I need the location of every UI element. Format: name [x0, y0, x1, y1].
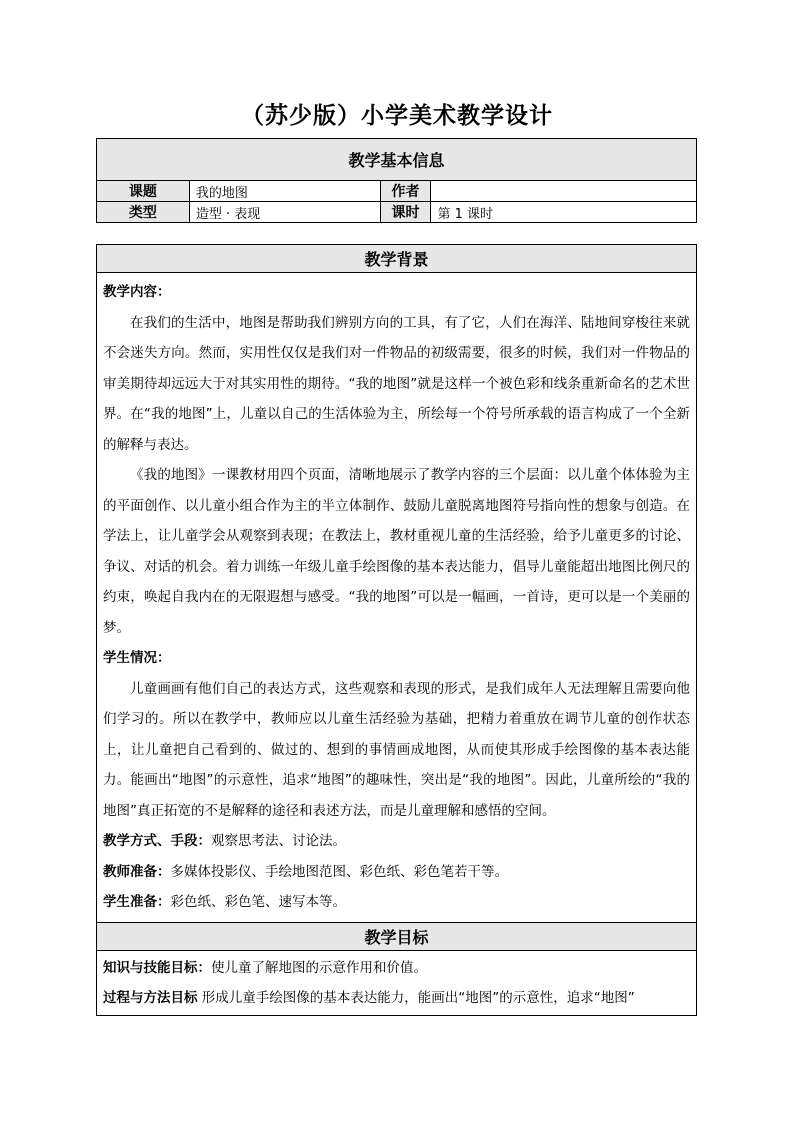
teacher-prep-line	[103, 857, 690, 888]
method-line	[103, 826, 690, 857]
knowledge-goal-label: 知识与技能目标：	[103, 959, 211, 976]
student-prep-line	[103, 887, 690, 918]
process-goal-label: 过程与方法目标	[103, 989, 198, 1006]
method-label: 教学方式、手段：	[103, 833, 211, 849]
teacher-prep-label: 教师准备：	[103, 863, 171, 880]
basic-info-table	[96, 138, 697, 223]
period-label: 课时	[380, 202, 431, 223]
page-title: （苏少版）小学美术教学设计	[241, 103, 553, 129]
knowledge-goal-value: 使儿童了解地图的示意作用和价值。	[211, 959, 427, 976]
background-table	[96, 244, 697, 1016]
goals-header: 教学目标	[97, 922, 697, 950]
student-prep-label: 学生准备：	[103, 894, 171, 910]
knowledge-goal-line	[103, 953, 690, 983]
topic-value: 我的地图	[189, 181, 380, 202]
process-goal-value: 形成儿童手绘图像的基本表达能力，能画出“地图”的示意性，追求“地图”	[201, 989, 635, 1006]
goals-body	[97, 950, 697, 1015]
background-header: 教学背景	[97, 245, 697, 273]
student-prep-value: 彩色纸、彩色笔、速写本等。	[170, 894, 346, 910]
type-value: 造型 · 表现	[189, 202, 380, 223]
topic-label: 课题	[97, 181, 190, 202]
student-heading: 学生情况：	[103, 650, 171, 666]
content-paragraph: 在我们的生活中，地图是帮助我们辨别方向的工具，有了它，人们在海洋、陆地间穿梭往来就不会迷失方向。然而，实用性仅仅是我们对一件物品的初级需要，很多的时候，我们对一件物品的审美期待却远远大于对其实用性的期待。“我的地图”就是这样一个被色彩和线条重新命名的艺术世界。在“我的地图”上，儿童以自己的生活体验为主，所绘每一个符号所承载的语言构成了一个全新的解释与表达。	[103, 314, 690, 453]
author-value	[431, 181, 697, 202]
teacher-prep-value: 多媒体投影仪、手绘地图范图、彩色纸、彩色笔若干等。	[170, 863, 508, 880]
type-label: 类型	[97, 202, 190, 223]
student-paragraph: 儿童画画有他们自己的表达方式，这些观察和表现的形式，是我们成年人无法理解且需要向他们学习的。所以在教学中，教师应以儿童生活经验为基础，把精力着重放在调节儿童的创作状态上，让儿童把自己看到的、做过的、想到的事情画成地图，从而使其形成手绘图像的基本表达能力。能画出“地图”的示意性，追求“地图”的趣味性，突出是“我的地图”。因此，儿童所绘的“我的地图”真正拓宽的不是解释的途径和表述方法，而是儿童理解和感悟的空间。	[103, 680, 690, 819]
author-label: 作者	[380, 181, 431, 202]
content-heading: 教学内容：	[103, 284, 171, 300]
period-value: 第 1 课时	[431, 202, 697, 223]
process-goal-line	[103, 983, 690, 1013]
basic-info-header: 教学基本信息	[97, 139, 697, 181]
method-value: 观察思考法、讨论法。	[211, 833, 346, 849]
content-paragraph: 《我的地图》一课教材用四个页面，清晰地展示了教学内容的三个层面：以儿童个体体验为主的平面创作、以儿童小组合作为主的半立体制作、鼓励儿童脱离地图符号指向性的想象与创造。在学法上，让儿童学会从观察到表现；在教法上，教材重视儿童的生活经验，给予儿童更多的讨论、争议、对话的机会。着力训练一年级儿童手绘图像的基本表达能力，倡导儿童能超出地图比例尺的约束，唤起自我内在的无限遐想与感受。“我的地图”可以是一幅画，一首诗，更可以是一个美丽的梦。	[103, 467, 690, 636]
background-body	[97, 273, 697, 923]
